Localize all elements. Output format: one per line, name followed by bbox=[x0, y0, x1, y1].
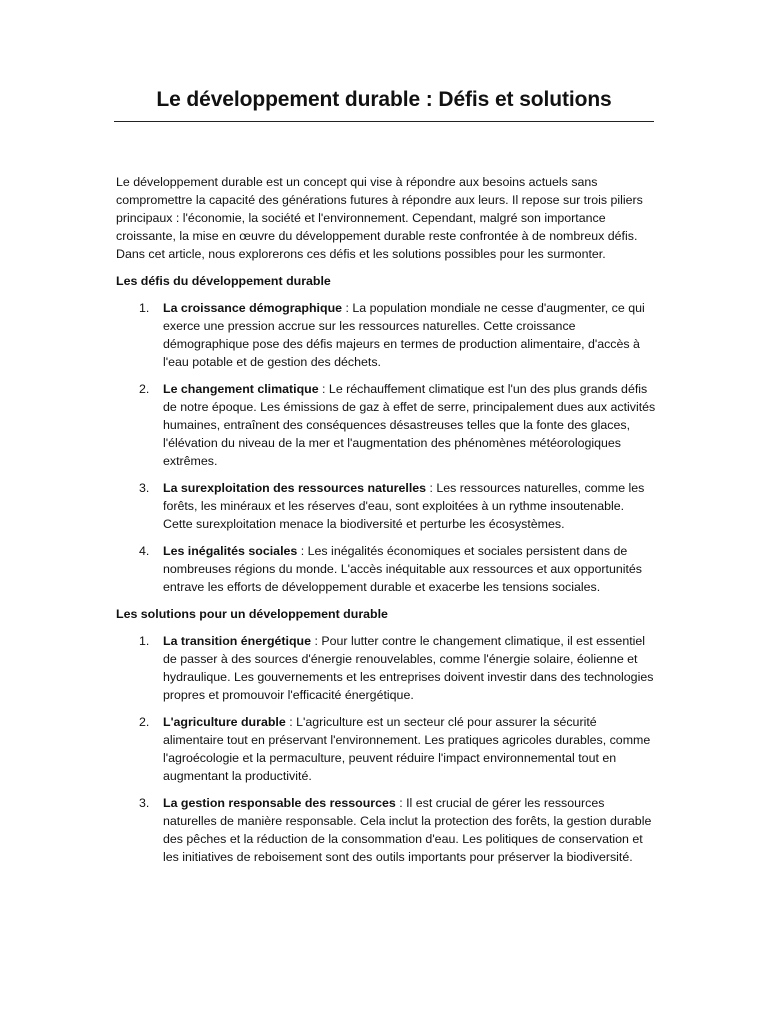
list-item-text: : L'agriculture est un secteur clé pour assurer la sécurité alimentaire tout en préservant l'environnement. Les pratiques agricoles durables, comme l'agroécologie et la permaculture, peuvent réduire l'impact environnemental tout en augmentant la productivité. bbox=[163, 715, 651, 783]
list-item-number: 3. bbox=[139, 481, 150, 495]
list-item bbox=[116, 479, 656, 533]
challenges-heading: Les défis du développement durable bbox=[116, 274, 331, 288]
title-divider bbox=[114, 121, 654, 122]
challenges-list bbox=[116, 299, 656, 596]
article-body bbox=[116, 173, 656, 875]
list-item-number: 4. bbox=[139, 544, 150, 558]
list-item-number: 3. bbox=[139, 796, 150, 810]
list-item-number: 2. bbox=[139, 715, 150, 729]
list-item bbox=[116, 542, 656, 596]
page-title: Le développement durable : Défis et solutions bbox=[156, 88, 612, 111]
list-item-number: 1. bbox=[139, 634, 150, 648]
list-item-term: La transition énergétique bbox=[163, 634, 312, 648]
intro-paragraph: Le développement durable est un concept qui vise à répondre aux besoins actuels sans compromettre la capacité des générations futures à répondre aux leurs. Il repose sur trois piliers principaux : l'économie, la société et l'environnement. Cependant, malgré son importance croissante, la mise en œuvre du développement durable reste confrontée à de nombreux défis. Dans cet article, nous explorerons ces défis et les solutions possibles pour les surmonter. bbox=[116, 175, 643, 261]
list-item bbox=[116, 713, 656, 785]
list-item-term: Les inégalités sociales bbox=[163, 544, 298, 558]
list-item-number: 2. bbox=[139, 382, 150, 396]
list-item-text: : Le réchauffement climatique est l'un des plus grands défis de notre époque. Les émissions de gaz à effet de serre, principalement dues aux activités humaines, entraînent des conséquences désastreuses telles que la fonte des glaces, l'élévation du niveau de la mer et l'augmentation des phénomènes météorologiques extrêmes. bbox=[163, 382, 656, 468]
list-item-text: : Les ressources naturelles, comme les forêts, les minéraux et les réserves d'eau, sont exploitées à un rythme insoutenable. Cette surexploitation menace la biodiversité et perturbe les écosystèmes. bbox=[163, 481, 645, 531]
solutions-heading: Les solutions pour un développement durable bbox=[116, 607, 388, 621]
list-item bbox=[116, 794, 656, 866]
list-item-term: La croissance démographique bbox=[163, 301, 343, 315]
list-item bbox=[116, 380, 656, 470]
list-item-term: Le changement climatique bbox=[163, 382, 319, 396]
list-item-text: : La population mondiale ne cesse d'augmenter, ce qui exerce une pression accrue sur les ressources naturelles. Cette croissance démographique pose des défis majeurs en termes de production alimentaire, d'accès à l'eau potable et de gestion des déchets. bbox=[163, 301, 645, 369]
list-item-text: : Les inégalités économiques et sociales persistent dans de nombreuses régions du monde. L'accès inéquitable aux ressources et aux opportunités entrave les efforts de développement durable et exacerbe les tensions sociales. bbox=[163, 544, 643, 594]
list-item-number: 1. bbox=[139, 301, 150, 315]
list-item-text: : Il est crucial de gérer les ressources naturelles de manière responsable. Cela inclut la protection des forêts, la gestion durable des pêches et la réduction de la consommation d'eau. Les politiques de conservation et les initiatives de reboisement sont des outils importants pour préserver la biodiversité. bbox=[163, 796, 652, 864]
list-item bbox=[116, 299, 656, 371]
list-item-term: La gestion responsable des ressources bbox=[163, 796, 396, 810]
list-item-term: La surexploitation des ressources naturelles bbox=[163, 481, 427, 495]
list-item-term: L'agriculture durable bbox=[163, 715, 286, 729]
solutions-list bbox=[116, 632, 656, 866]
list-item bbox=[116, 632, 656, 704]
list-item-text: : Pour lutter contre le changement climatique, il est essentiel de passer à des sources d'énergie renouvelables, comme l'énergie solaire, éolienne et hydraulique. Les gouvernements et les entreprises doivent investir dans des technologies propres et promouvoir l'efficacité énergétique. bbox=[163, 634, 654, 702]
